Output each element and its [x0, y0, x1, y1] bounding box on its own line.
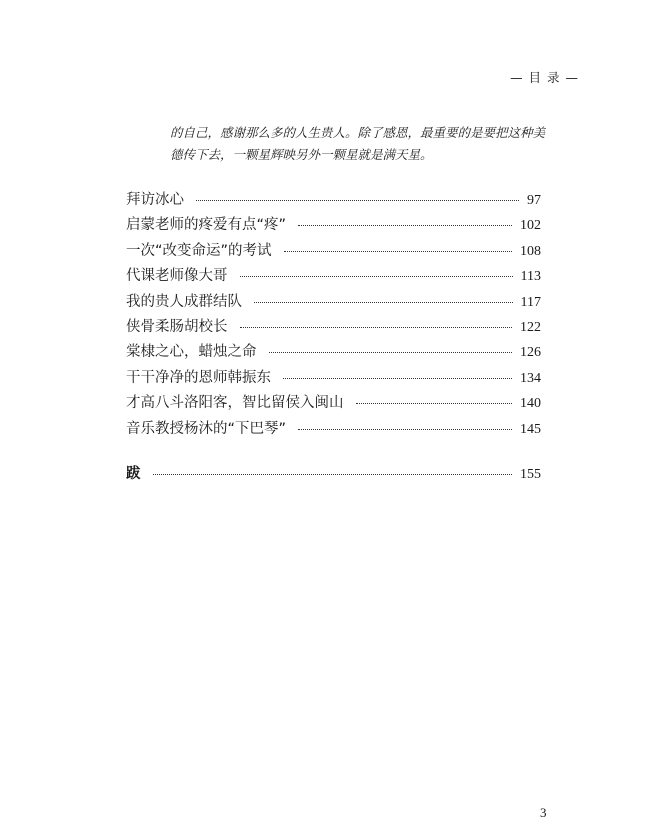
- toc-entry-page: 134: [520, 370, 541, 386]
- toc-leader-dots: [298, 225, 512, 226]
- toc-entry-title: 我的贵人成群结队: [126, 293, 242, 310]
- toc-leader-dots: [254, 302, 513, 303]
- toc-leader-dots: [284, 251, 512, 252]
- toc-entry[interactable]: [126, 366, 541, 391]
- toc-entry-title: 代课老师像大哥: [126, 268, 228, 285]
- intro-paragraph: [170, 122, 570, 166]
- toc-entry-title: 音乐教授杨沐的“下巴琴”: [126, 420, 287, 437]
- toc-entry[interactable]: [126, 315, 541, 340]
- intro-line: 的自己，感谢那么多的人生贵人。除了感恩，最重要的是要把这种美: [170, 125, 546, 140]
- toc-entry-title: 跋: [126, 465, 141, 482]
- toc-entry-page: 122: [520, 319, 541, 335]
- toc-leader-dots: [283, 378, 512, 379]
- toc-entry[interactable]: [126, 340, 541, 365]
- toc-entry-afterword[interactable]: [126, 462, 541, 487]
- toc-entry[interactable]: [126, 417, 541, 442]
- toc-leader-dots: [298, 429, 512, 430]
- toc-entry[interactable]: [126, 239, 541, 264]
- page-number: 3: [540, 805, 547, 820]
- toc-entry-title: 侠骨柔肠胡校长: [126, 318, 228, 335]
- toc-entry-page: 155: [520, 466, 541, 482]
- toc-entry-title: 干干净净的恩师韩振东: [126, 369, 271, 386]
- toc-entry[interactable]: [126, 213, 541, 238]
- toc-entry-page: 108: [520, 243, 541, 259]
- toc-entry-page: 102: [520, 218, 541, 234]
- toc-entry-page: 126: [520, 345, 541, 361]
- toc-entry[interactable]: [126, 391, 541, 416]
- toc-entry-page: 145: [520, 421, 541, 437]
- toc-leader-dots: [240, 276, 513, 277]
- section-header: — 目 录 —: [510, 70, 579, 85]
- toc-entry-page: 140: [520, 396, 541, 412]
- toc-leader-dots: [356, 403, 513, 404]
- toc-entry-title: 启蒙老师的疼爱有点“疼”: [126, 217, 287, 234]
- toc-entry[interactable]: [126, 290, 541, 315]
- toc-leader-dots: [196, 200, 519, 201]
- toc-entry-page: 113: [520, 269, 541, 285]
- toc-leader-dots: [269, 352, 513, 353]
- intro-line: 德传下去，一颗星辉映另外一颗星就是满天星。: [170, 147, 433, 162]
- toc-entry-title: 一次“改变命运”的考试: [126, 242, 272, 259]
- toc-entry[interactable]: [126, 188, 541, 213]
- toc-entry-title: 棠棣之心，蜡烛之命: [126, 344, 257, 361]
- toc-entry-title: 才高八斗洛阳客，智比留侯入闽山: [126, 395, 344, 412]
- toc-leader-dots: [240, 327, 513, 328]
- toc-entry-title: 拜访冰心: [126, 192, 184, 208]
- toc-entry[interactable]: [126, 264, 541, 289]
- toc-entry-page: 117: [520, 294, 541, 310]
- toc-entry-page: 97: [527, 193, 541, 208]
- toc-leader-dots: [153, 474, 513, 475]
- table-of-contents: [126, 188, 541, 487]
